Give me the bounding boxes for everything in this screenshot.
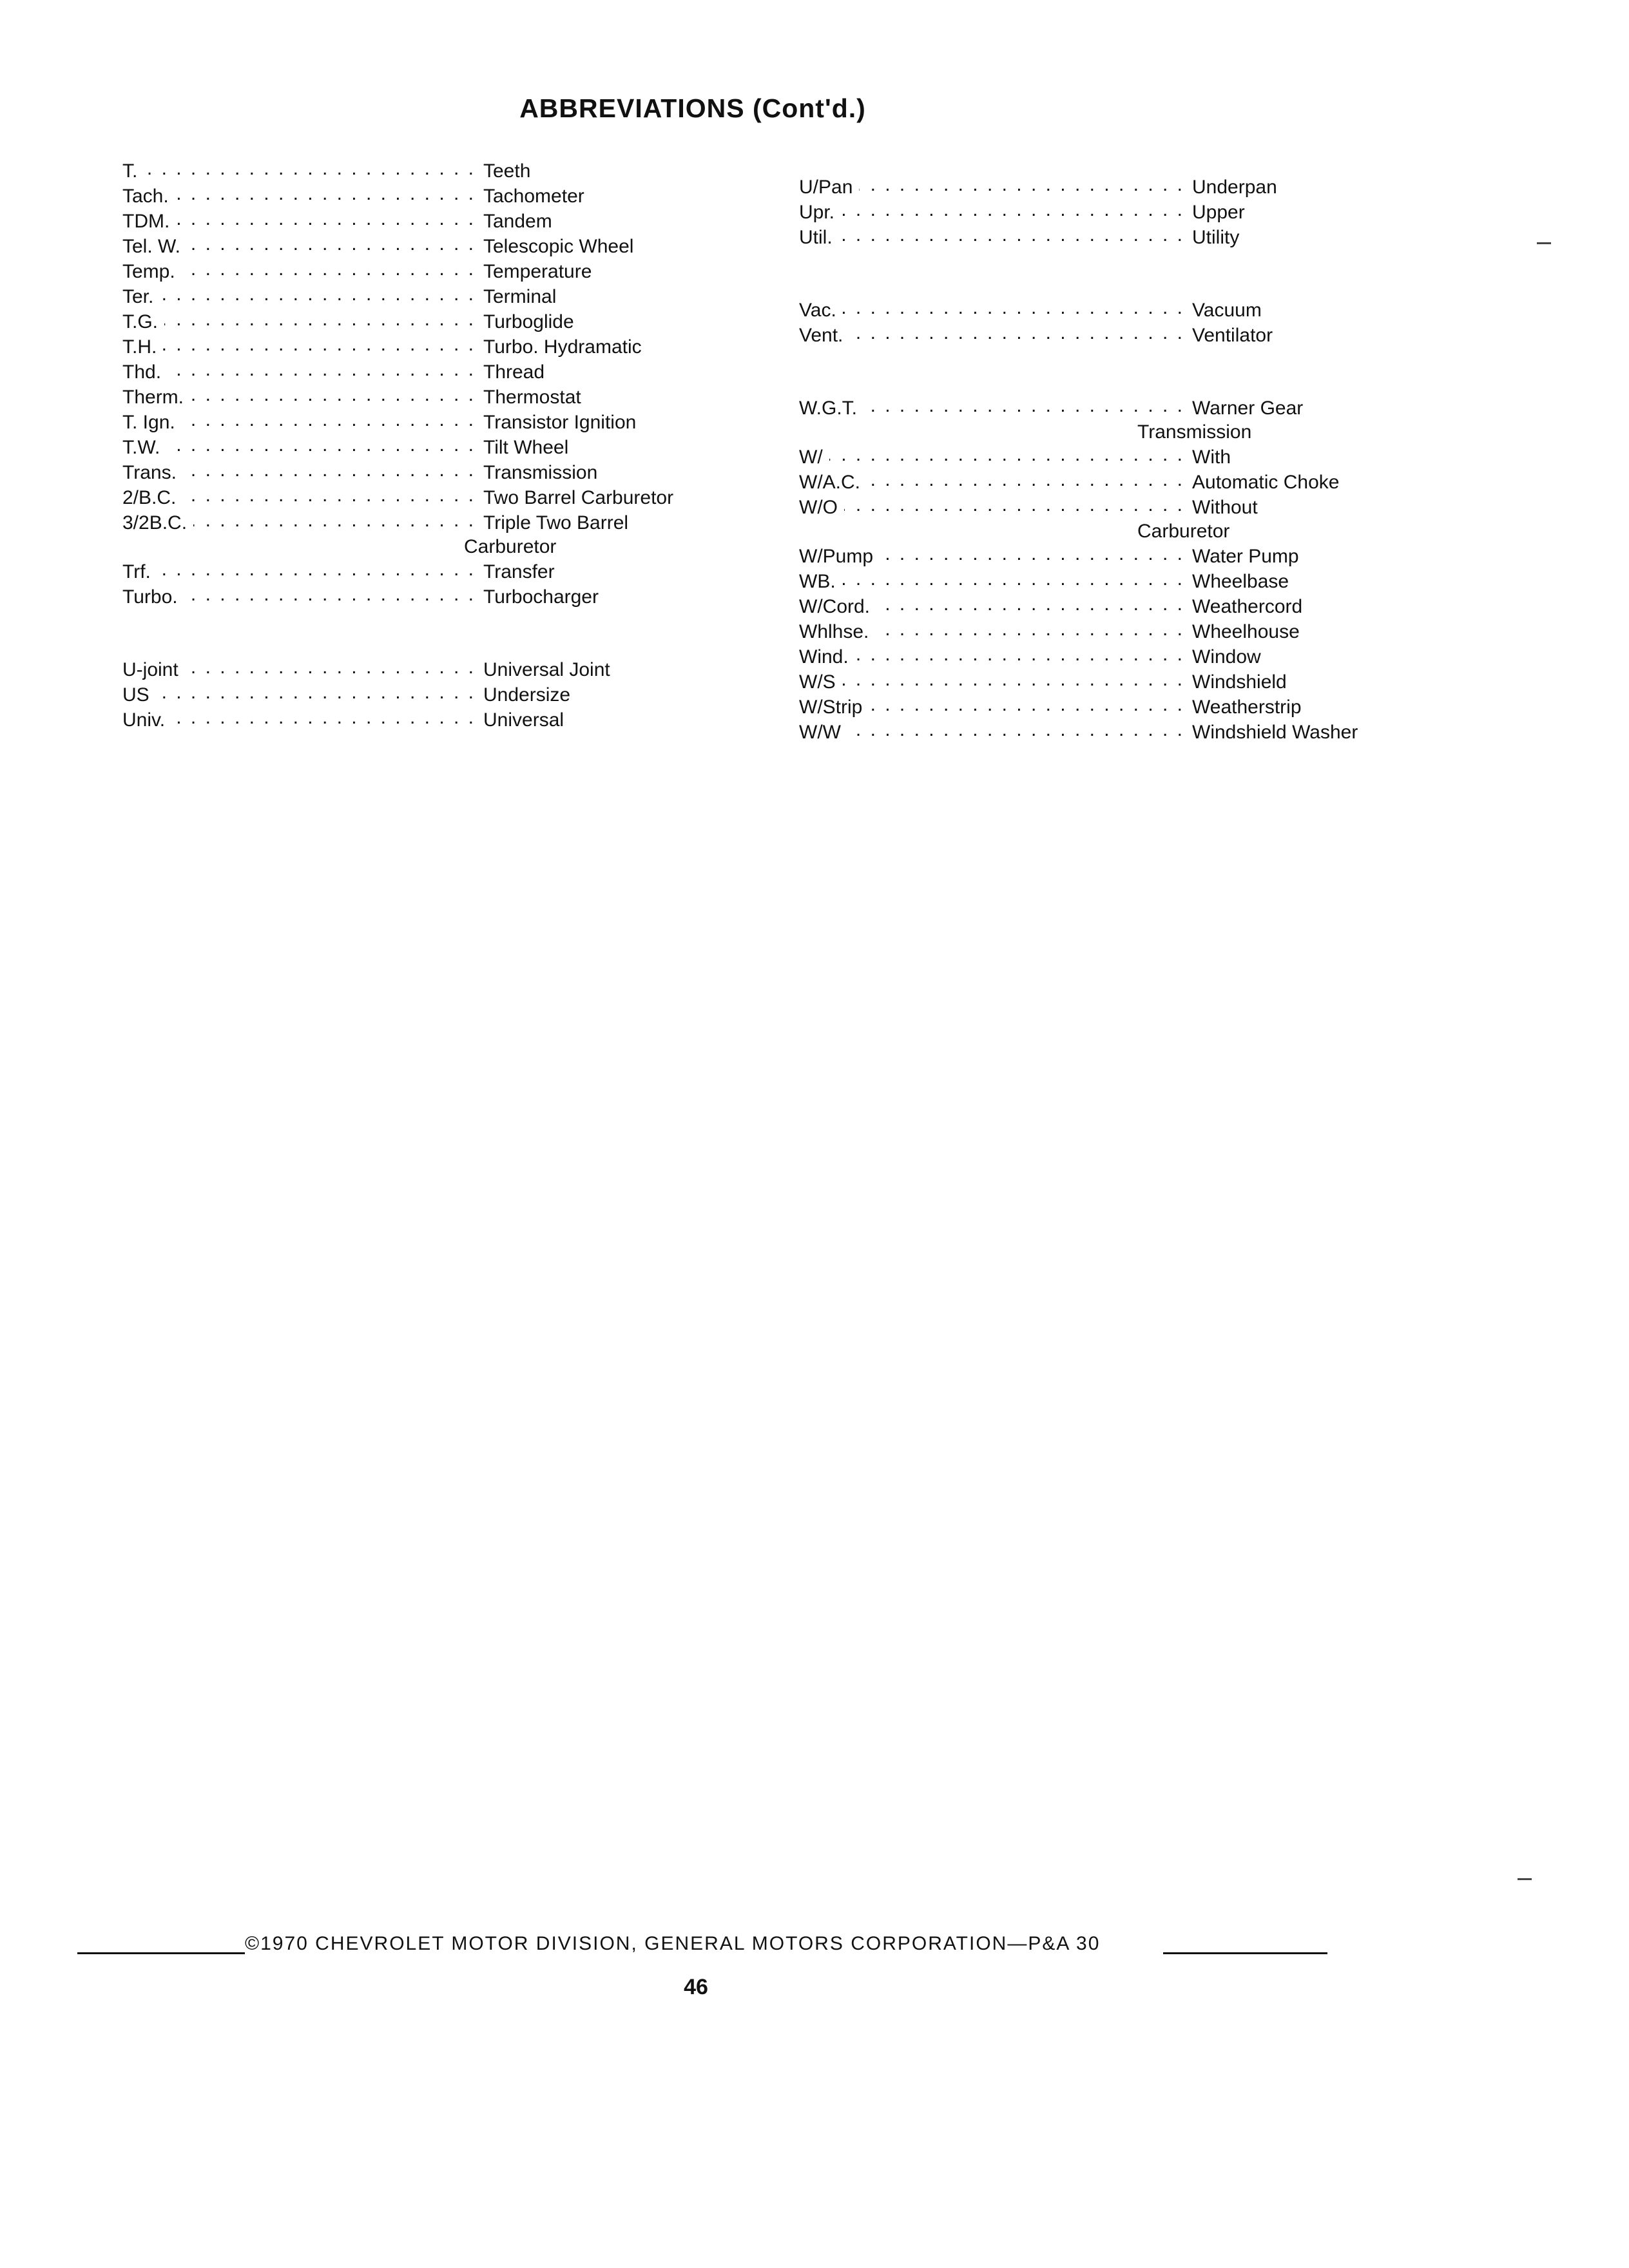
- abbreviation: Ter.: [122, 286, 154, 307]
- scan-mark: [1537, 242, 1551, 244]
- dot-leader: [176, 208, 476, 227]
- dot-leader: [859, 174, 1184, 193]
- dot-leader: [144, 158, 476, 177]
- abbreviation: U/Pan: [799, 177, 853, 198]
- meaning: Ventilator: [1192, 325, 1273, 346]
- meaning-continuation: Transmission: [1137, 421, 1252, 443]
- abbreviation-entry: [122, 584, 702, 609]
- abbreviations-column-right: [799, 174, 1379, 744]
- dot-leader: [849, 322, 1184, 341]
- meaning: Automatic Choke: [1192, 472, 1340, 493]
- group-spacer: [122, 609, 702, 657]
- dot-leader: [164, 309, 476, 328]
- meaning: Thread: [483, 361, 545, 383]
- abbreviation-entry: [122, 158, 702, 183]
- abbreviation-entry: [799, 322, 1379, 347]
- dot-leader: [184, 584, 476, 603]
- abbreviation-entry: [799, 694, 1379, 719]
- abbreviation-entry: [799, 543, 1379, 568]
- abbreviation-entry: [122, 384, 702, 409]
- meaning: Undersize: [483, 684, 571, 706]
- abbreviation: T. Ign.: [122, 412, 175, 433]
- meaning: Universal: [483, 709, 564, 731]
- abbreviation-entry: [799, 174, 1379, 199]
- meaning: Temperature: [483, 261, 592, 282]
- dot-leader: [182, 485, 476, 504]
- meaning: Tandem: [483, 211, 552, 232]
- abbreviation-entry: [122, 284, 702, 309]
- abbreviation: W/: [799, 447, 823, 468]
- meaning: Water Pump: [1192, 546, 1299, 567]
- abbreviation: T.: [122, 160, 138, 182]
- abbreviation-entry: [799, 719, 1379, 744]
- meaning: Tilt Wheel: [483, 437, 569, 458]
- meaning: Transfer: [483, 561, 555, 582]
- abbreviation: Wind.: [799, 646, 849, 668]
- dot-leader: [863, 395, 1184, 414]
- dot-leader: [844, 494, 1184, 514]
- abbreviation-entry: [799, 395, 1379, 420]
- abbreviation: W/S: [799, 671, 836, 693]
- abbreviation: Util.: [799, 227, 833, 248]
- abbreviation: Whlhse.: [799, 621, 869, 642]
- meaning: Upper: [1192, 202, 1245, 223]
- dot-leader: [185, 657, 476, 676]
- abbreviation-entry: [799, 593, 1379, 619]
- meaning: Tachometer: [483, 186, 584, 207]
- meaning: Wheelhouse: [1192, 621, 1300, 642]
- abbreviation: W.G.T.: [799, 398, 857, 419]
- meaning: Underpan: [1192, 177, 1277, 198]
- dot-leader: [187, 233, 476, 253]
- group-spacer: [799, 249, 1379, 297]
- abbreviation-entry: [799, 444, 1379, 469]
- dot-leader: [175, 183, 476, 202]
- meaning: Terminal: [483, 286, 557, 307]
- abbreviation-entry: [122, 707, 702, 732]
- dot-leader: [842, 669, 1184, 688]
- dot-leader: [841, 199, 1184, 218]
- dot-leader: [166, 434, 476, 454]
- abbreviation-entry: [122, 334, 702, 359]
- abbreviation: Tach.: [122, 186, 169, 207]
- abbreviation: W/Cord.: [799, 596, 871, 617]
- meaning: Transistor Ignition: [483, 412, 637, 433]
- meaning: Turbocharger: [483, 586, 599, 608]
- meaning: Teeth: [483, 160, 531, 182]
- meaning: Window: [1192, 646, 1261, 668]
- dot-leader: [171, 707, 476, 726]
- meaning-continuation: Carburetor: [464, 536, 557, 557]
- abbreviation: US: [122, 684, 149, 706]
- abbreviation-entry: [799, 199, 1379, 224]
- abbreviation: Tel. W.: [122, 236, 181, 257]
- footer-rule-right: [1163, 1952, 1327, 1954]
- abbreviation: 2/B.C.: [122, 487, 177, 508]
- abbreviation: W/Pump: [799, 546, 874, 567]
- abbreviation: Therm.: [122, 387, 184, 408]
- dot-leader: [190, 384, 476, 403]
- meaning: With: [1192, 447, 1231, 468]
- dot-leader: [876, 593, 1184, 613]
- meaning: Telescopic Wheel: [483, 236, 634, 257]
- abbreviation-entry: [799, 568, 1379, 593]
- abbreviation: W/Strip: [799, 697, 863, 718]
- dot-leader: [168, 359, 476, 378]
- dot-leader: [156, 682, 476, 701]
- abbreviation-entry: [122, 434, 702, 459]
- meaning: Windshield Washer: [1192, 722, 1358, 743]
- meaning: Vacuum: [1192, 300, 1262, 321]
- dot-leader: [182, 409, 476, 428]
- meaning: Wheelbase: [1192, 571, 1289, 592]
- meaning: Warner Gear: [1192, 398, 1304, 419]
- abbreviation-entry: [122, 682, 702, 707]
- meaning: Thermostat: [483, 387, 581, 408]
- dot-leader: [829, 444, 1184, 463]
- meaning: Triple Two Barrel: [483, 512, 629, 533]
- dot-leader: [847, 719, 1184, 738]
- meaning: Universal Joint: [483, 659, 610, 680]
- abbreviation: Thd.: [122, 361, 162, 383]
- dot-leader: [855, 644, 1184, 663]
- dot-leader: [160, 284, 476, 303]
- dot-leader: [839, 224, 1184, 244]
- abbreviation: TDM.: [122, 211, 170, 232]
- abbreviation: T.W.: [122, 437, 160, 458]
- dot-leader: [157, 559, 476, 578]
- meaning: Two Barrel Carburetor: [483, 487, 674, 508]
- abbreviation-entry: [122, 459, 702, 485]
- abbreviation: W/O: [799, 497, 838, 518]
- abbreviation: Trf.: [122, 561, 151, 582]
- dot-leader: [843, 297, 1184, 316]
- copyright-footer: ©1970 CHEVROLET MOTOR DIVISION, GENERAL MOTORS CORPORATION—P&A 30: [245, 1933, 1101, 1954]
- abbreviation: Vac.: [799, 300, 836, 321]
- abbreviation: WB.: [799, 571, 836, 592]
- page-title: ABBREVIATIONS (Cont'd.): [519, 93, 866, 123]
- dot-leader: [182, 258, 476, 278]
- footer-rule-left: [77, 1952, 245, 1954]
- meaning: Turboglide: [483, 311, 574, 332]
- dot-leader: [875, 619, 1184, 638]
- dot-leader: [183, 459, 476, 479]
- abbreviation: 3/2B.C.: [122, 512, 188, 533]
- abbreviation-entry: [122, 208, 702, 233]
- abbreviation-entry: [122, 657, 702, 682]
- abbreviation-entry: [122, 409, 702, 434]
- abbreviation: W/A.C.: [799, 472, 860, 493]
- abbreviation-entry: [799, 469, 1379, 494]
- abbreviation-entry: [799, 669, 1379, 694]
- abbreviation-entry: [799, 644, 1379, 669]
- page-number: 46: [684, 1975, 708, 1999]
- abbreviation-entry: [122, 183, 702, 208]
- dot-leader: [867, 469, 1184, 488]
- meaning: Windshield: [1192, 671, 1287, 693]
- abbreviation: Trans.: [122, 462, 177, 483]
- abbreviation: Vent.: [799, 325, 843, 346]
- abbreviation-entry: [122, 359, 702, 384]
- abbreviation-entry: [799, 494, 1379, 519]
- abbreviation: U-joint: [122, 659, 178, 680]
- meaning: Weathercord: [1192, 596, 1303, 617]
- abbreviation-entry: [122, 258, 702, 284]
- abbreviation-entry: [122, 309, 702, 334]
- abbreviation-entry: [799, 224, 1379, 249]
- abbreviation-entry: [122, 510, 702, 535]
- dot-leader: [163, 334, 476, 353]
- abbreviations-column-left: [122, 158, 702, 732]
- abbreviation: Turbo.: [122, 586, 178, 608]
- meaning-continuation: Carburetor: [1137, 521, 1230, 542]
- abbreviation: Univ.: [122, 709, 166, 731]
- dot-leader: [869, 694, 1184, 713]
- abbreviation-entry: [799, 297, 1379, 322]
- meaning: Without: [1192, 497, 1258, 518]
- scan-mark: [1518, 1878, 1532, 1880]
- abbreviation-entry: [122, 559, 702, 584]
- meaning: Transmission: [483, 462, 598, 483]
- abbreviation-entry: [122, 233, 702, 258]
- abbreviation: T.H.: [122, 336, 157, 358]
- dot-leader: [880, 543, 1184, 562]
- dot-leader: [193, 510, 476, 529]
- meaning: Utility: [1192, 227, 1240, 248]
- group-spacer: [799, 347, 1379, 395]
- dot-leader: [842, 568, 1184, 588]
- meaning: Weatherstrip: [1192, 697, 1302, 718]
- abbreviation: W/W: [799, 722, 841, 743]
- abbreviation-entry: [122, 485, 702, 510]
- abbreviation: T.G.: [122, 311, 159, 332]
- abbreviation-entry: [799, 619, 1379, 644]
- abbreviation: Upr.: [799, 202, 835, 223]
- abbreviation: Temp.: [122, 261, 175, 282]
- meaning: Turbo. Hydramatic: [483, 336, 642, 358]
